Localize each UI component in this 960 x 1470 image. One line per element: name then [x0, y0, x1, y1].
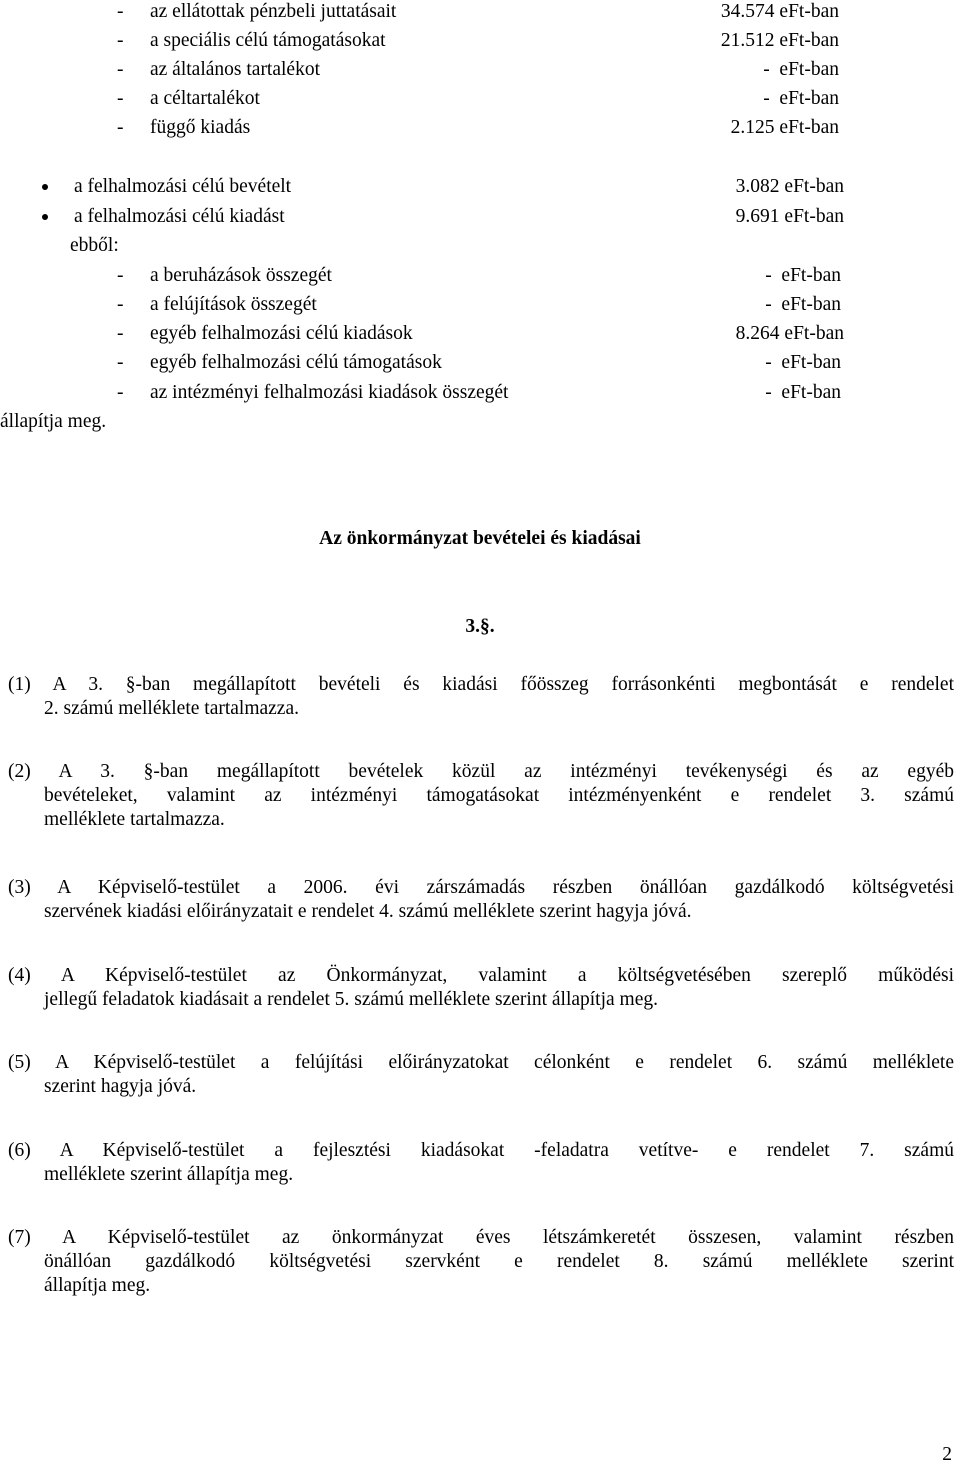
list-label: a felújítások összegét [150, 294, 317, 315]
paragraph-line: szerint hagyja jóvá. [44, 1076, 197, 1097]
list-label: a speciális célú támogatásokat [150, 30, 386, 51]
paragraph-line: önállóan gazdálkodó költségvetési szervként e rendelet 8. számú melléklete szerint [44, 1251, 954, 1272]
paragraph-first-line: (6) A Képviselő-testület a fejlesztési kiadásokat -feladatra vetítve- e rendelet 7. számú [8, 1140, 954, 1161]
list-amount: - eFt-ban [765, 382, 841, 403]
list-label: az általános tartalékot [150, 59, 320, 80]
paragraph-line: bevételeket, valamint az intézményi támogatásokat intézményenként e rendelet 3. számú [44, 785, 954, 806]
paragraph-line: szervének kiadási előirányzatait e rendelet 4. számú melléklete szerint hagyja jóvá. [44, 901, 692, 922]
paragraph-first-line: (3) A Képviselő-testület a 2006. évi zárszámadás részben önállóan gazdálkodó költségvetési [8, 877, 954, 898]
paragraph [8, 1226, 954, 1298]
list-amount: 2.125 eFt-ban [730, 117, 839, 138]
list-label: függő kiadás [150, 117, 251, 138]
list-label: egyéb felhalmozási célú támogatások [150, 352, 442, 373]
list-dash: - [117, 1, 124, 22]
paragraph [8, 1139, 954, 1187]
paragraph [8, 760, 954, 832]
list-dash: - [117, 30, 124, 51]
list-dash: - [117, 294, 124, 315]
list-label: az intézményi felhalmozási kiadások összegét [150, 382, 509, 403]
paragraph [8, 876, 954, 924]
list-amount: - eFt-ban [765, 352, 841, 373]
bullet-icon [42, 184, 48, 190]
paragraph-first-line: (7) A Képviselő-testület az önkormányzat éves létszámkeretét összesen, valamint részben [8, 1227, 954, 1248]
list-amount: - eFt-ban [765, 265, 841, 286]
ebbol-label: ebből: [70, 235, 119, 256]
closing-text: állapítja meg. [0, 411, 107, 432]
list-dash: - [117, 117, 124, 138]
section-number: 3.§. [465, 616, 495, 637]
list-label: egyéb felhalmozási célú kiadások [150, 323, 413, 344]
list-dash: - [117, 323, 124, 344]
paragraph-line: melléklete szerint állapítja meg. [44, 1164, 294, 1185]
paragraph-first-line: (2) A 3. §-ban megállapított bevételek közül az intézményi tevékenységi és az egyéb [8, 761, 954, 782]
paragraph-line: 2. számú melléklete tartalmazza. [44, 698, 299, 719]
list-amount: 34.574 eFt-ban [720, 1, 839, 22]
list-label: a beruházások összegét [150, 265, 332, 286]
paragraph [8, 673, 954, 721]
list-dash: - [117, 59, 124, 80]
list-dash: - [117, 382, 124, 403]
list-amount: - eFt-ban [765, 294, 841, 315]
bullet-label: a felhalmozási célú bevételt [74, 176, 292, 197]
paragraph [8, 1051, 954, 1099]
list-amount: 21.512 eFt-ban [720, 30, 839, 51]
paragraph-first-line: (4) A Képviselő-testület az Önkormányzat, valamint a költségvetésében szereplő működési [8, 965, 954, 986]
paragraph-line: jellegű feladatok kiadásait a rendelet 5. számú melléklete szerint állapítja meg. [44, 989, 658, 1010]
list-amount: 8.264 eFt-ban [735, 323, 844, 344]
bullet-amount: 3.082 eFt-ban [735, 176, 844, 197]
paragraph [8, 964, 954, 1012]
bullet-label: a felhalmozási célú kiadást [74, 206, 285, 227]
bullet-amount: 9.691 eFt-ban [735, 206, 844, 227]
list-label: a céltartalékot [150, 88, 260, 109]
list-label: az ellátottak pénzbeli juttatásait [150, 1, 397, 22]
section-title: Az önkormányzat bevételei és kiadásai [319, 528, 641, 549]
paragraph-line: melléklete tartalmazza. [44, 809, 225, 830]
list-dash: - [117, 265, 124, 286]
page-number: 2 [942, 1444, 952, 1465]
list-amount: - eFt-ban [763, 88, 839, 109]
bullet-icon [42, 214, 48, 220]
list-dash: - [117, 88, 124, 109]
paragraph-first-line: (5) A Képviselő-testület a felújítási előirányzatokat célonként e rendelet 6. számú melléklete [8, 1052, 954, 1073]
paragraph-line: állapítja meg. [44, 1275, 151, 1296]
paragraph-first-line: (1) A 3. §-ban megállapított bevételi és kiadási főösszeg forrásonkénti megbontását e rendelet [8, 674, 954, 695]
list-dash: - [117, 352, 124, 373]
list-amount: - eFt-ban [763, 59, 839, 80]
